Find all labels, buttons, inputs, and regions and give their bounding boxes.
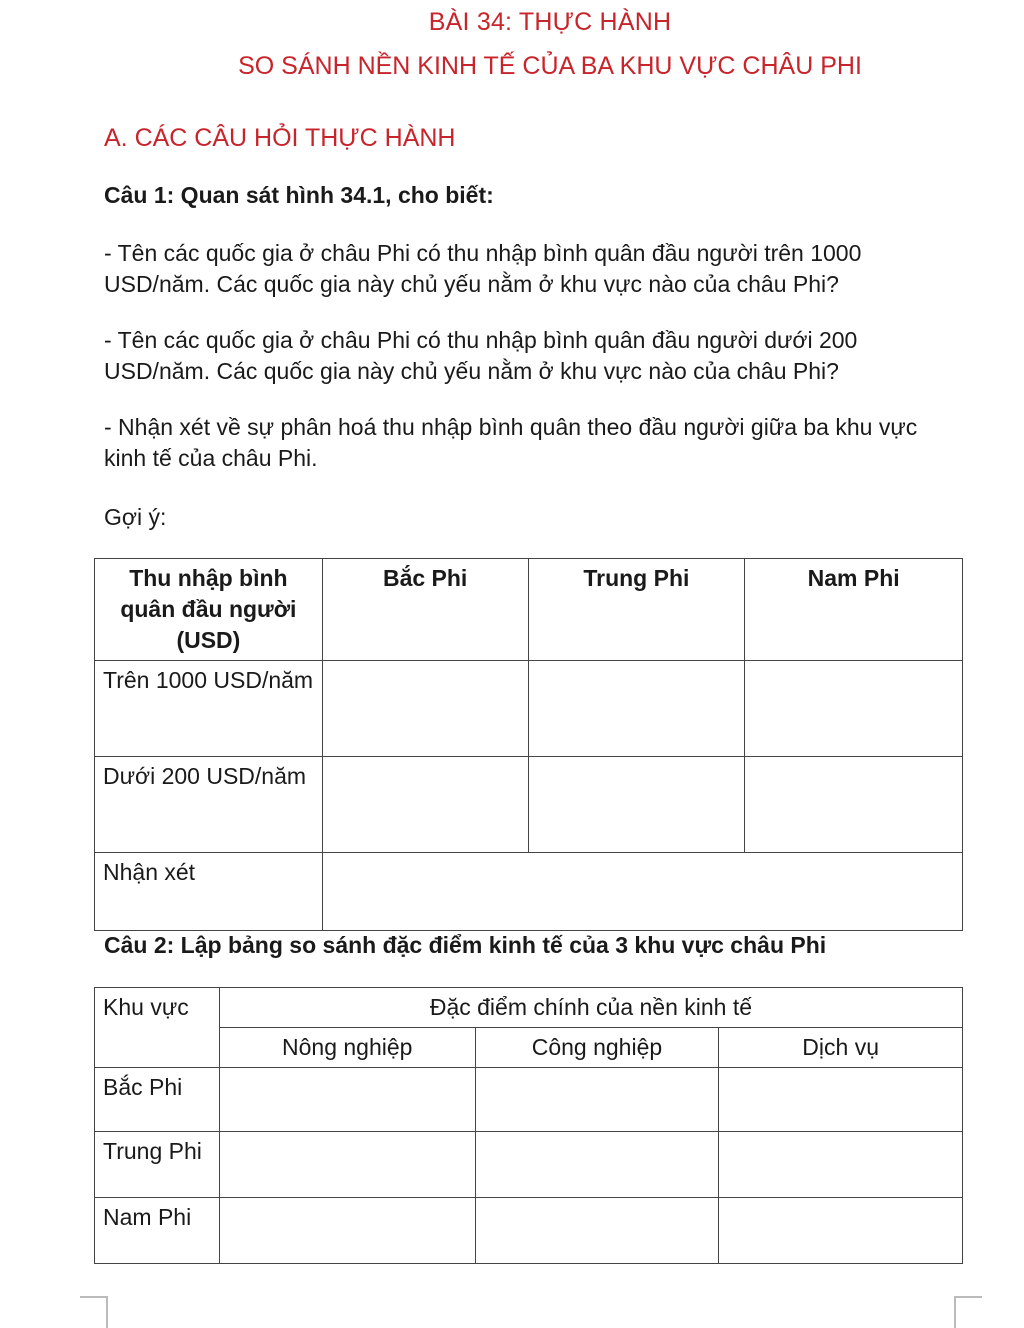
economy-table — [94, 987, 963, 1264]
table-cell — [528, 757, 745, 853]
table-cell — [322, 757, 528, 853]
hint-label: Gợi ý: — [104, 504, 167, 530]
lesson-title: BÀI 34: THỰC HÀNH — [428, 8, 672, 36]
section-heading: A. CÁC CÂU HỎI THỰC HÀNH — [104, 124, 456, 152]
table-cell — [475, 1132, 719, 1198]
row-label: Dưới 200 USD/năm — [95, 757, 323, 853]
question-2-heading: Câu 2: Lập bảng so sánh đặc điểm kinh tế của 3 khu vực châu Phi — [104, 932, 827, 958]
page-corner-mark — [80, 1296, 108, 1328]
page-corner-mark — [954, 1296, 982, 1328]
table-row — [95, 661, 963, 757]
table-cell — [219, 1068, 475, 1132]
row-label: Nhận xét — [95, 853, 323, 931]
table-row — [95, 1132, 963, 1198]
table-header-row — [95, 1028, 963, 1068]
table-header-cell: Thu nhập bình quân đầu người (USD) — [95, 559, 323, 661]
table-cell — [745, 757, 963, 853]
table-cell — [745, 661, 963, 757]
table-row — [95, 1198, 963, 1264]
table-header-row — [95, 988, 963, 1028]
table-header-cell: Nông nghiệp — [219, 1028, 475, 1068]
table-header-cell: Dịch vụ — [719, 1028, 963, 1068]
table-header-row — [95, 559, 963, 661]
table-header-cell: Công nghiệp — [475, 1028, 719, 1068]
table-header-cell: Nam Phi — [745, 559, 963, 661]
table-cell — [475, 1198, 719, 1264]
table-row — [95, 853, 963, 931]
table-cell — [719, 1132, 963, 1198]
table-header-cell: Đặc điểm chính của nền kinh tế — [219, 988, 962, 1028]
table-cell — [719, 1068, 963, 1132]
table-cell — [322, 853, 962, 931]
row-label: Bắc Phi — [95, 1068, 220, 1132]
table-cell — [322, 661, 528, 757]
table-row — [95, 1068, 963, 1132]
question-1-item: - Tên các quốc gia ở châu Phi có thu nhập bình quân đầu người dưới 200 USD/năm. Các quốc gia này chủ yếu nằm ở khu vực nào của châu Phi? — [104, 327, 858, 384]
table-cell — [719, 1198, 963, 1264]
table-header-cell: Khu vực — [95, 988, 220, 1068]
lesson-subtitle: SO SÁNH NỀN KINH TẾ CỦA BA KHU VỰC CHÂU PHI — [238, 52, 862, 80]
table-row — [95, 757, 963, 853]
table-header-cell: Bắc Phi — [322, 559, 528, 661]
table-cell — [475, 1068, 719, 1132]
table-header-cell: Trung Phi — [528, 559, 745, 661]
question-1-heading: Câu 1: Quan sát hình 34.1, cho biết: — [104, 182, 494, 208]
table-cell — [219, 1198, 475, 1264]
table-cell — [219, 1132, 475, 1198]
row-label: Trung Phi — [95, 1132, 220, 1198]
question-1-item: - Tên các quốc gia ở châu Phi có thu nhập bình quân đầu người trên 1000 USD/năm. Các quốc gia này chủ yếu nằm ở khu vực nào của châu Phi? — [104, 240, 862, 297]
row-label: Nam Phi — [95, 1198, 220, 1264]
question-1-item: - Nhận xét về sự phân hoá thu nhập bình quân theo đầu người giữa ba khu vực kinh tế của châu Phi. — [104, 414, 918, 471]
income-table — [94, 558, 963, 931]
row-label: Trên 1000 USD/năm — [95, 661, 323, 757]
table-cell — [528, 661, 745, 757]
